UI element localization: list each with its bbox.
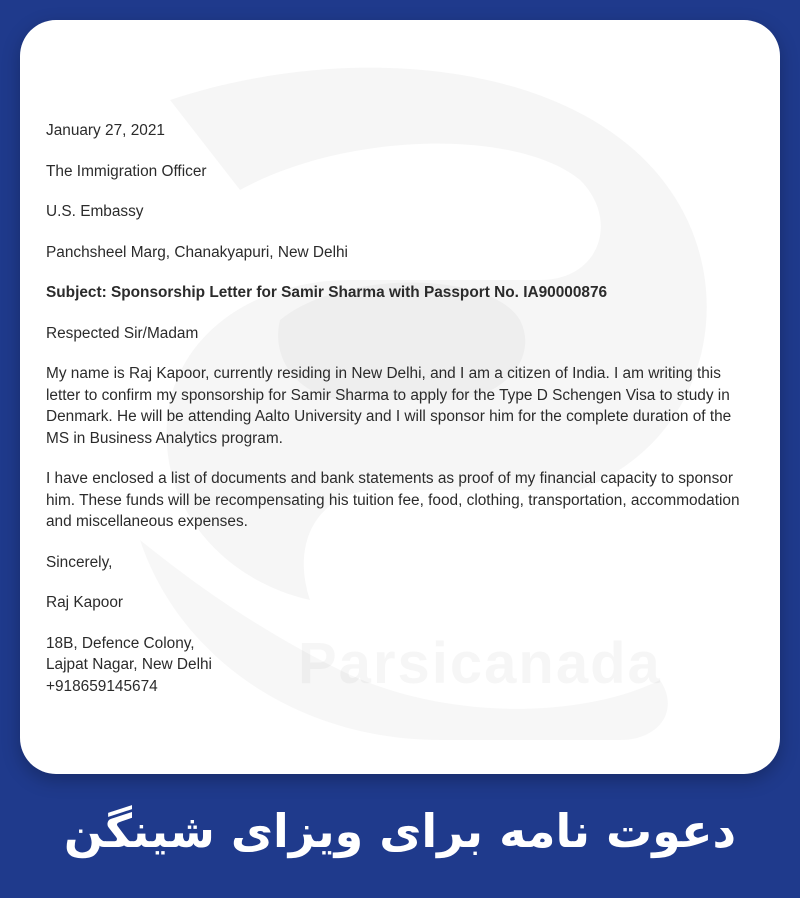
sender-phone: +918659145674 xyxy=(46,677,158,695)
letter-salutation: Respected Sir/Madam xyxy=(46,324,199,342)
letter-recipient: The Immigration Officer xyxy=(46,162,207,180)
letter-date: January 27, 2021 xyxy=(46,122,165,139)
letter-body xyxy=(46,120,754,716)
sender-address-line-1: 18B, Defence Colony, xyxy=(46,634,195,652)
letter-recipient-address: Panchsheel Marg, Chanakyapuri, New Delhi xyxy=(46,243,348,261)
letter-card xyxy=(20,20,780,774)
letter-signature-name: Raj Kapoor xyxy=(46,594,123,611)
letter-paragraph-1: My name is Raj Kapoor, currently residing in New Delhi, and I am a citizen of India. I am writing this letter to confirm my sponsorship for Samir Sharma to apply for the Type D Schengen Visa to study in Denmark. He will be attending Aalto University and I will sponsor him for the complete duration of the MS in Business Analytics program. xyxy=(46,365,732,447)
letter-embassy: U.S. Embassy xyxy=(46,203,144,220)
sender-address-line-2: Lajpat Nagar, New Delhi xyxy=(46,656,212,673)
letter-closing: Sincerely, xyxy=(46,553,113,571)
footer-title: دعوت نامه برای ویزای شینگن xyxy=(63,804,737,858)
sender-address-block xyxy=(46,633,754,698)
letter-subject: Subject: Sponsorship Letter for Samir Sharma with Passport No. IA90000876 xyxy=(46,284,608,301)
letter-paragraph-2: I have enclosed a list of documents and bank statements as proof of my financial capacity to sponsor him. These funds will be recompensating his tuition fee, food, clothing, transportation, accommodation and miscellaneous expenses. xyxy=(46,470,740,530)
